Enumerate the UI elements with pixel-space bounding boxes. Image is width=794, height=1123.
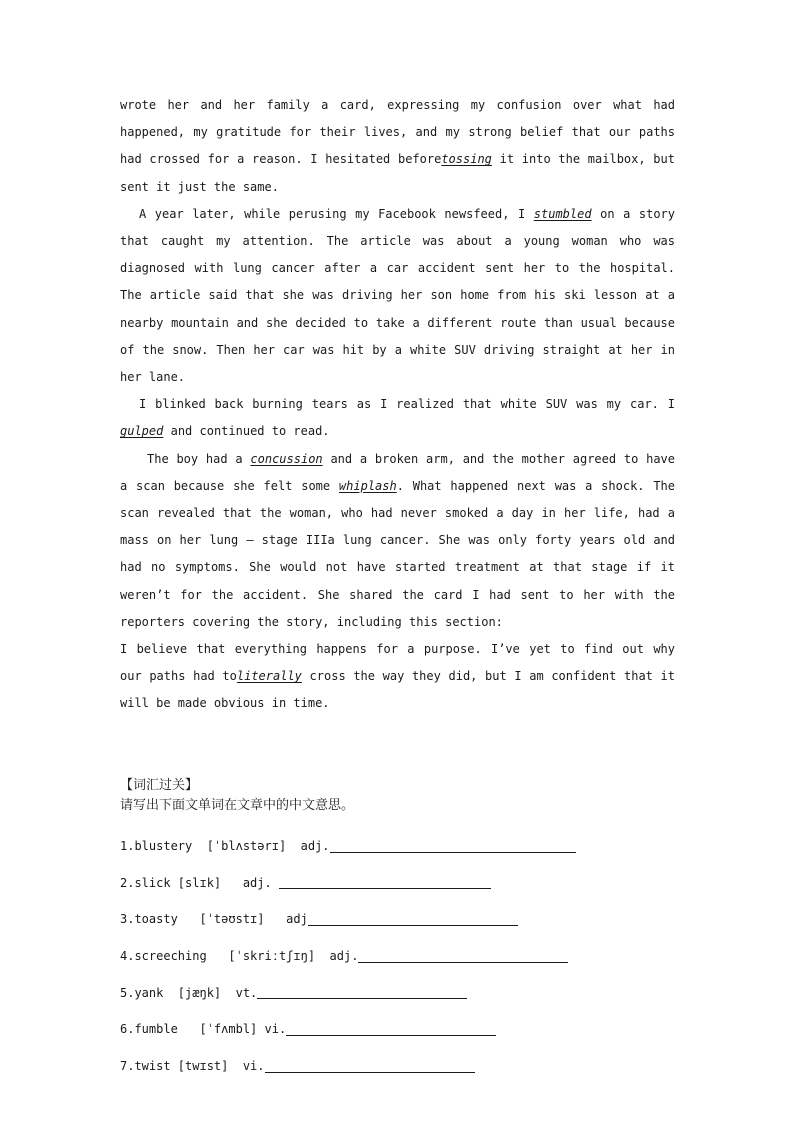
section-heading: 【词汇过关】 <box>120 777 199 793</box>
answer-blank[interactable] <box>330 840 576 853</box>
answer-blank[interactable] <box>358 950 568 963</box>
text: I blinked back burning tears as I realized that white SUV was my car. I <box>139 397 675 412</box>
text: A year later, while perusing my Facebook newsfeed, I <box>139 206 526 221</box>
article-paragraph-4 <box>120 446 675 636</box>
vocab-word-tossing: tossing <box>441 152 492 167</box>
vocab-label: 1.blustery [ˈblʌstərɪ] adj. <box>120 839 330 854</box>
answer-blank[interactable] <box>265 1060 475 1073</box>
section-instruction: 请写出下面文单词在文章中的中文意思。 <box>120 797 355 813</box>
vocab-label: 7.twist [twɪst] vi. <box>120 1059 265 1074</box>
vocab-word-whiplash: whiplash <box>338 478 397 493</box>
article-paragraph-1 <box>120 92 675 201</box>
vocab-word-literally: literally <box>236 669 302 684</box>
text: and continued to read. <box>170 424 330 439</box>
vocab-word-stumbled: stumbled <box>533 206 592 221</box>
vocab-word-concussion: concussion <box>250 451 323 466</box>
text: . What happened next was a shock. The scan revealed that the woman, who had never smoked a day in her life, had a mass on her lung — stage IIIa lung cancer. She was only forty years old and had no symptoms. She would not have started treatment at that stage if it weren’t for the accident. She shared the card I had sent to her with the reporters covering the story, including this section: <box>120 478 675 629</box>
article-paragraph-5 <box>120 636 675 718</box>
answer-blank[interactable] <box>308 913 518 926</box>
vocab-item <box>120 901 675 938</box>
vocab-word-gulped: gulped <box>120 424 164 439</box>
vocab-list <box>120 828 675 1085</box>
vocab-item <box>120 864 675 901</box>
vocab-label: 5.yank [jæŋk] vt. <box>120 985 258 1000</box>
vocab-label: 4.screeching [ˈskriːtʃɪŋ] adj. <box>120 949 359 964</box>
text: and a broken arm, and the mother agreed to have a scan because she felt some <box>120 451 676 493</box>
article-paragraph-2 <box>120 201 675 391</box>
text: it into the mailbox, but sent it just the same. <box>120 152 675 194</box>
document-page <box>120 92 675 1084</box>
vocab-label: 2.slick [slɪk] adj. <box>120 875 279 890</box>
vocab-item <box>120 1048 675 1085</box>
text: The boy had a <box>147 451 243 466</box>
text: cross the way they did, but I am confident that it will be made obvious in time. <box>120 669 675 711</box>
text: I believe that everything happens for a purpose. I’ve yet to find out why our paths had to <box>120 642 675 684</box>
answer-blank[interactable] <box>257 986 467 999</box>
answer-blank[interactable] <box>286 1023 496 1036</box>
spacer <box>120 718 675 776</box>
text: wrote her and her family a card, expressing my confusion over what had happened, my gratitude for their lives, and my strong belief that our paths had crossed for a reason. I hesitated before <box>120 98 675 167</box>
vocab-item <box>120 974 675 1011</box>
vocab-item <box>120 1011 675 1048</box>
vocab-item <box>120 828 675 865</box>
vocab-label: 3.toasty [ˈtəʊstɪ] adj <box>120 912 308 927</box>
article-paragraph-3 <box>120 391 675 445</box>
text: on a story that caught my attention. The article was about a young woman who was diagnosed with lung cancer after a car accident sent her to the hospital. The article said that she was driving her son home from his ski lesson at a nearby mountain and she decided to take a different route than usual because of the snow. Then her car was hit by a white SUV driving straight at her in her lane. <box>120 206 675 385</box>
answer-blank[interactable] <box>279 876 491 889</box>
vocab-item <box>120 938 675 975</box>
vocab-label: 6.fumble [ˈfʌmbl] vi. <box>120 1022 287 1037</box>
